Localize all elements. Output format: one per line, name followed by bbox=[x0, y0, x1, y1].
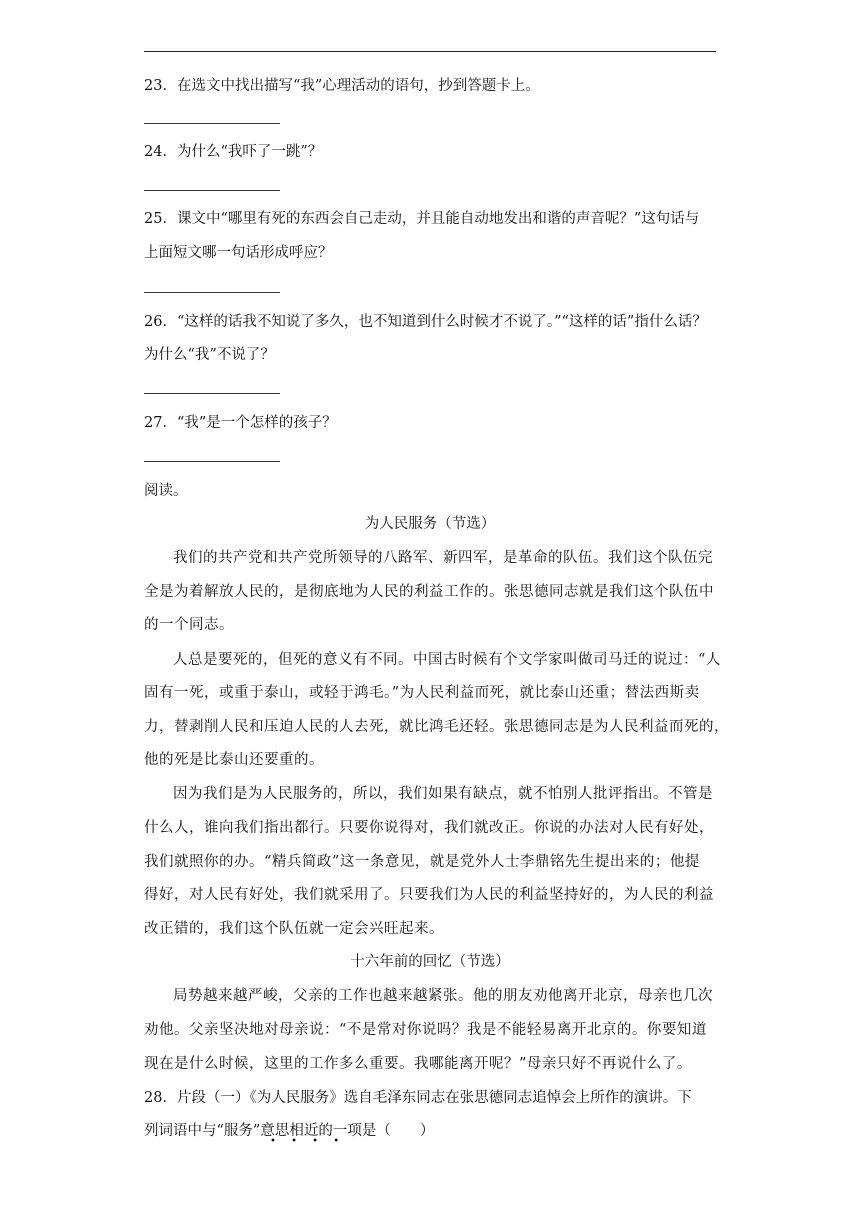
reading-label: 阅读。 bbox=[144, 483, 188, 499]
passage-1-line: 得好，对人民有好处，我们就采用了。只要我们为人民的利益坚持好的，为人民的利益 bbox=[144, 887, 714, 903]
passage-2-line: 局势越来越严峻，父亲的工作也越来越紧张。他的朋友劝他离开北京，母亲也几次 bbox=[173, 988, 713, 1004]
passage-1-line: 的一个同志。 bbox=[144, 617, 234, 633]
question-24: 24．为什么“我吓了一跳”？ bbox=[144, 144, 323, 160]
answer-line-27[interactable] bbox=[144, 461, 280, 462]
passage-1-line: 我们就照你的办。“精兵简政”这一条意见，就是党外人士李鼎铭先生提出来的；他提 bbox=[144, 854, 700, 870]
passage-1-line: 力，替剥削人民和压迫人民的人去死，就比鸿毛还轻。张思德同志是为人民利益而死的， bbox=[144, 719, 729, 735]
passage-2-line: 现在是什么时候，这里的工作多么重要。我哪能离开呢？”母亲只好不再说什么了。 bbox=[144, 1056, 692, 1072]
passage-1-line: 人总是要死的，但死的意义有不同。中国古时候有个文学家叫做司马迁的说过：“人 bbox=[173, 652, 721, 668]
answer-line-23[interactable] bbox=[144, 123, 280, 124]
passage-1-line: 因为我们是为人民服务的，所以，我们如果有缺点，就不怕别人批评指出。不管是 bbox=[173, 786, 713, 802]
question-27: 27．“我”是一个怎样的孩子？ bbox=[144, 415, 337, 431]
passage-2-line: 劝他。父亲坚决地对母亲说：“不是常对你说吗？我是不能轻易离开北京的。你要知道 bbox=[144, 1022, 707, 1038]
answer-line-26[interactable] bbox=[144, 393, 280, 394]
question-28-line-2: 列词语中与“服务”意思相近的一项是（ ） bbox=[144, 1123, 435, 1139]
question-25-line-2: 上面短文哪一句话形成呼应？ bbox=[144, 245, 333, 261]
passage-1-line: 改正错的，我们这个队伍就一定会兴旺起来。 bbox=[144, 921, 444, 937]
passage-1-line: 全是为着解放人民的，是彻底地为人民的利益工作的。张思德同志就是我们这个队伍中 bbox=[144, 584, 714, 600]
question-26-line-1: 26．“这样的话我不知说了多久，也不知道到什么时候才不说了。”“这样的话”指什么话？ bbox=[144, 314, 707, 330]
passage-1-line: 固有一死，或重于泰山，或轻于鸿毛。”为人民利益而死，就比泰山还重；替法西斯卖 bbox=[144, 685, 700, 701]
question-25-line-1: 25．课文中“哪里有死的东西会自己走动，并且能自动地发出和谐的声音呢？”这句话与 bbox=[144, 211, 700, 227]
answer-line-25[interactable] bbox=[144, 292, 280, 293]
passage-1-line: 他的死是比泰山还要重的。 bbox=[144, 752, 324, 768]
question-26-line-2: 为什么“我”不说了？ bbox=[144, 347, 275, 363]
passage-1-title: 为人民服务（节选） bbox=[364, 516, 496, 532]
top-rule bbox=[144, 51, 716, 52]
passage-1-line: 什么人，谁向我们指出都行。只要你说得对，我们就改正。你说的办法对人民有好处， bbox=[144, 820, 714, 836]
passage-2-title: 十六年前的回忆（节选） bbox=[350, 954, 510, 970]
passage-1-line: 我们的共产党和共产党所领导的八路军、新四军，是革命的队伍。我们这个队伍完 bbox=[173, 550, 713, 566]
question-23: 23．在选文中找出描写“我”心理活动的语句，抄到答题卡上。 bbox=[144, 78, 540, 94]
emphasis-dots: • • • • bbox=[270, 1136, 346, 1147]
question-28-line-1: 28．片段（一）《为人民服务》选自毛泽东同志在张思德同志追悼会上所作的演讲。下 bbox=[144, 1090, 692, 1106]
answer-line-24[interactable] bbox=[144, 190, 280, 191]
